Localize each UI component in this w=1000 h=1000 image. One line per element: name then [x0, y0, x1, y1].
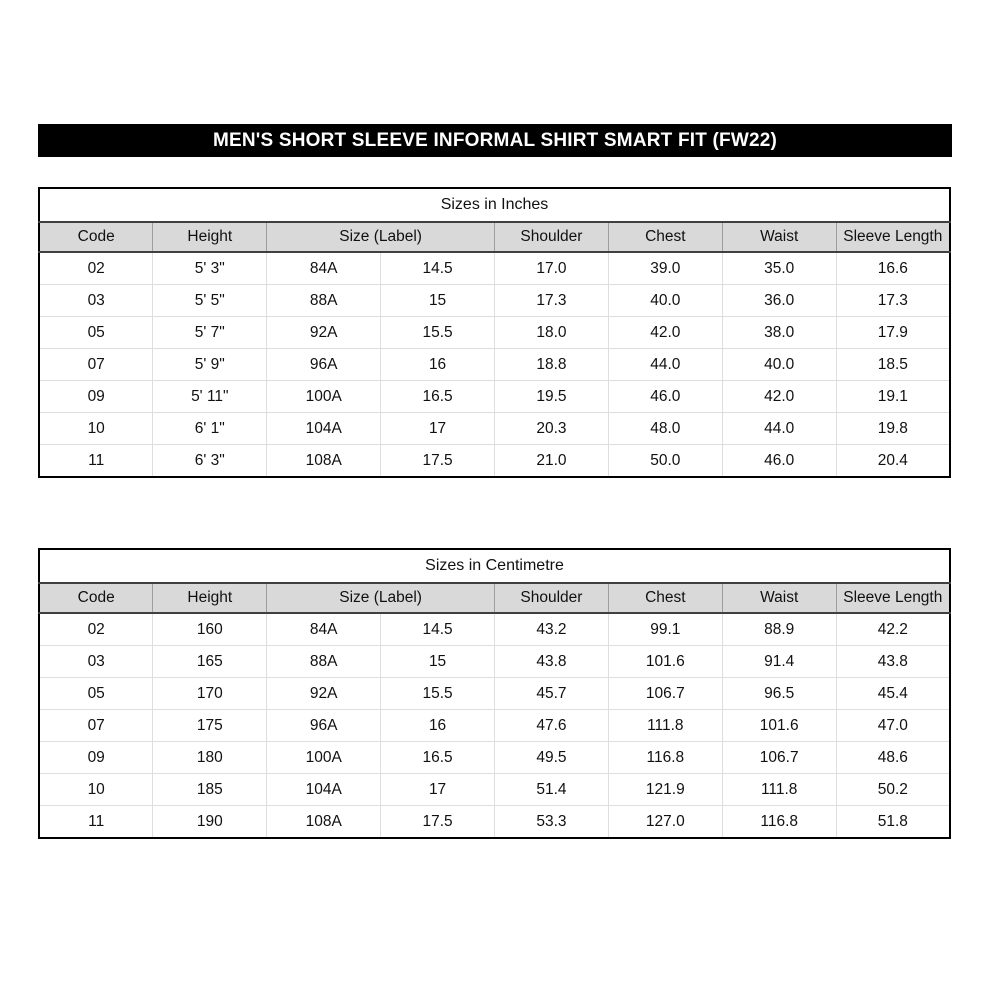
col-header-size-label: Size (Label): [267, 583, 495, 613]
table-cell: 5' 5": [153, 285, 267, 317]
table-cell: 45.7: [495, 678, 609, 710]
table-cell: 50.0: [608, 445, 722, 478]
table-cell: 17.5: [381, 806, 495, 839]
col-header-shoulder: Shoulder: [495, 583, 609, 613]
table-cell: 09: [39, 742, 153, 774]
table-cell: 17.5: [381, 445, 495, 478]
table-cell: 165: [153, 646, 267, 678]
table-row: [39, 806, 950, 839]
col-header-waist: Waist: [722, 222, 836, 252]
table-cell: 20.3: [495, 413, 609, 445]
table-row: [39, 646, 950, 678]
table-cell: 10: [39, 774, 153, 806]
table-cell: 88A: [267, 285, 381, 317]
table-cell: 15: [381, 646, 495, 678]
table-cell: 53.3: [495, 806, 609, 839]
table-cell: 5' 11": [153, 381, 267, 413]
table-cell: 92A: [267, 317, 381, 349]
table-caption-row: [39, 549, 950, 583]
table-row: [39, 774, 950, 806]
table-cell: 101.6: [722, 710, 836, 742]
table-row: [39, 381, 950, 413]
table-cell: 03: [39, 285, 153, 317]
table-cell: 11: [39, 806, 153, 839]
table-cell: 16: [381, 349, 495, 381]
table-cell: 21.0: [495, 445, 609, 478]
table-cell: 40.0: [722, 349, 836, 381]
table-cell: 46.0: [608, 381, 722, 413]
table-cell: 09: [39, 381, 153, 413]
table-cell: 11: [39, 445, 153, 478]
table-cell: 104A: [267, 413, 381, 445]
table-cell: 17.9: [836, 317, 950, 349]
table-cell: 02: [39, 613, 153, 646]
table-cell: 44.0: [722, 413, 836, 445]
table-cell: 18.8: [495, 349, 609, 381]
table-cell: 96A: [267, 349, 381, 381]
table-cell: 42.0: [608, 317, 722, 349]
table-cell: 108A: [267, 806, 381, 839]
table-cell: 17.0: [495, 252, 609, 285]
table-cell: 15: [381, 285, 495, 317]
col-header-shoulder: Shoulder: [495, 222, 609, 252]
table-cell: 46.0: [722, 445, 836, 478]
sizes-in-centimetre-table: [38, 548, 951, 839]
table-row: [39, 252, 950, 285]
table-cell: 5' 9": [153, 349, 267, 381]
table-header-row: [39, 583, 950, 613]
table-cell: 43.8: [495, 646, 609, 678]
table-cell: 16.6: [836, 252, 950, 285]
table-row: [39, 349, 950, 381]
table-cell: 48.6: [836, 742, 950, 774]
table-cell: 17.3: [495, 285, 609, 317]
col-header-sleeve-length: Sleeve Length: [836, 222, 950, 252]
table-cell: 17.3: [836, 285, 950, 317]
table-cell: 111.8: [608, 710, 722, 742]
table-cell: 19.1: [836, 381, 950, 413]
table-row: [39, 445, 950, 478]
table-cell: 05: [39, 678, 153, 710]
table-cell: 111.8: [722, 774, 836, 806]
table-cell: 02: [39, 252, 153, 285]
table-cell: 05: [39, 317, 153, 349]
col-header-sleeve-length: Sleeve Length: [836, 583, 950, 613]
table-row: [39, 413, 950, 445]
table-cell: 6' 3": [153, 445, 267, 478]
col-header-height: Height: [153, 222, 267, 252]
table-cell: 6' 1": [153, 413, 267, 445]
table-cell: 108A: [267, 445, 381, 478]
table-cell: 16.5: [381, 742, 495, 774]
table-cell: 5' 7": [153, 317, 267, 349]
table-cell: 185: [153, 774, 267, 806]
table-cell: 180: [153, 742, 267, 774]
table-cell: 47.0: [836, 710, 950, 742]
table-cell: 190: [153, 806, 267, 839]
table-cell: 50.2: [836, 774, 950, 806]
table-cell: 92A: [267, 678, 381, 710]
table-cell: 116.8: [608, 742, 722, 774]
col-header-code: Code: [39, 583, 153, 613]
table-row: [39, 613, 950, 646]
table-cell: 106.7: [608, 678, 722, 710]
table-cell: 39.0: [608, 252, 722, 285]
col-header-code: Code: [39, 222, 153, 252]
sizes-in-inches-table: [38, 187, 951, 478]
table-cell: 49.5: [495, 742, 609, 774]
col-header-chest: Chest: [608, 583, 722, 613]
table-cell: 17: [381, 774, 495, 806]
table-cell: 48.0: [608, 413, 722, 445]
table-cell: 20.4: [877, 451, 908, 469]
table-cell: 44.0: [608, 349, 722, 381]
table-cell: 84A: [267, 252, 381, 285]
table-caption: Sizes in Centimetre: [39, 549, 950, 583]
table-row: [39, 678, 950, 710]
table-cell: 42.2: [836, 613, 950, 646]
table-cell: 07: [39, 349, 153, 381]
table-cell: 36.0: [722, 285, 836, 317]
table-cell: 99.1: [608, 613, 722, 646]
table-row: [39, 710, 950, 742]
table-cell: 96A: [267, 710, 381, 742]
table-cell: 51.4: [495, 774, 609, 806]
table-cell: 18.5: [836, 349, 950, 381]
table-cell: 160: [153, 613, 267, 646]
table-cell: 35.0: [722, 252, 836, 285]
table-cell: 15.5: [381, 317, 495, 349]
table-cell: 88A: [267, 646, 381, 678]
table-row: [39, 285, 950, 317]
table-cell: 10: [39, 413, 153, 445]
table-cell: 127.0: [608, 806, 722, 839]
table-cell: 88.9: [722, 613, 836, 646]
table-cell: 100A: [267, 742, 381, 774]
table-row: [39, 317, 950, 349]
table-cell: 84A: [267, 613, 381, 646]
table-cell: 19.8: [836, 413, 950, 445]
table-cell: 51.8: [877, 812, 908, 830]
table-cell: 03: [39, 646, 153, 678]
table-cell: 5' 3": [153, 252, 267, 285]
table-cell: 16.5: [381, 381, 495, 413]
table-cell: 40.0: [608, 285, 722, 317]
table-header-row: [39, 222, 950, 252]
col-header-size-label: Size (Label): [267, 222, 495, 252]
table-cell: 19.5: [495, 381, 609, 413]
table-cell: 14.5: [381, 252, 495, 285]
table-cell: 14.5: [381, 613, 495, 646]
table-cell: 121.9: [608, 774, 722, 806]
table-cell: 45.4: [836, 678, 950, 710]
table-cell: 91.4: [722, 646, 836, 678]
table-cell: 15.5: [381, 678, 495, 710]
table-row: [39, 742, 950, 774]
table-cell: 100A: [267, 381, 381, 413]
table-caption-row: [39, 188, 950, 222]
col-header-waist: Waist: [722, 583, 836, 613]
table-cell: 42.0: [722, 381, 836, 413]
table-caption: Sizes in Inches: [39, 188, 950, 222]
table-cell: 07: [39, 710, 153, 742]
table-cell: 43.2: [495, 613, 609, 646]
table-cell: 104A: [267, 774, 381, 806]
col-header-height: Height: [153, 583, 267, 613]
table-cell: 106.7: [722, 742, 836, 774]
table-cell: 96.5: [722, 678, 836, 710]
table-cell: 16: [381, 710, 495, 742]
table-cell: 43.8: [836, 646, 950, 678]
product-title-banner: MEN'S SHORT SLEEVE INFORMAL SHIRT SMART FIT (FW22): [38, 124, 952, 157]
col-header-chest: Chest: [608, 222, 722, 252]
table-cell: 101.6: [608, 646, 722, 678]
table-cell: 116.8: [722, 806, 836, 839]
table-cell: 175: [153, 710, 267, 742]
table-cell: 170: [153, 678, 267, 710]
table-cell: 38.0: [722, 317, 836, 349]
table-cell: 18.0: [495, 317, 609, 349]
table-cell: 17: [381, 413, 495, 445]
table-cell: 47.6: [495, 710, 609, 742]
